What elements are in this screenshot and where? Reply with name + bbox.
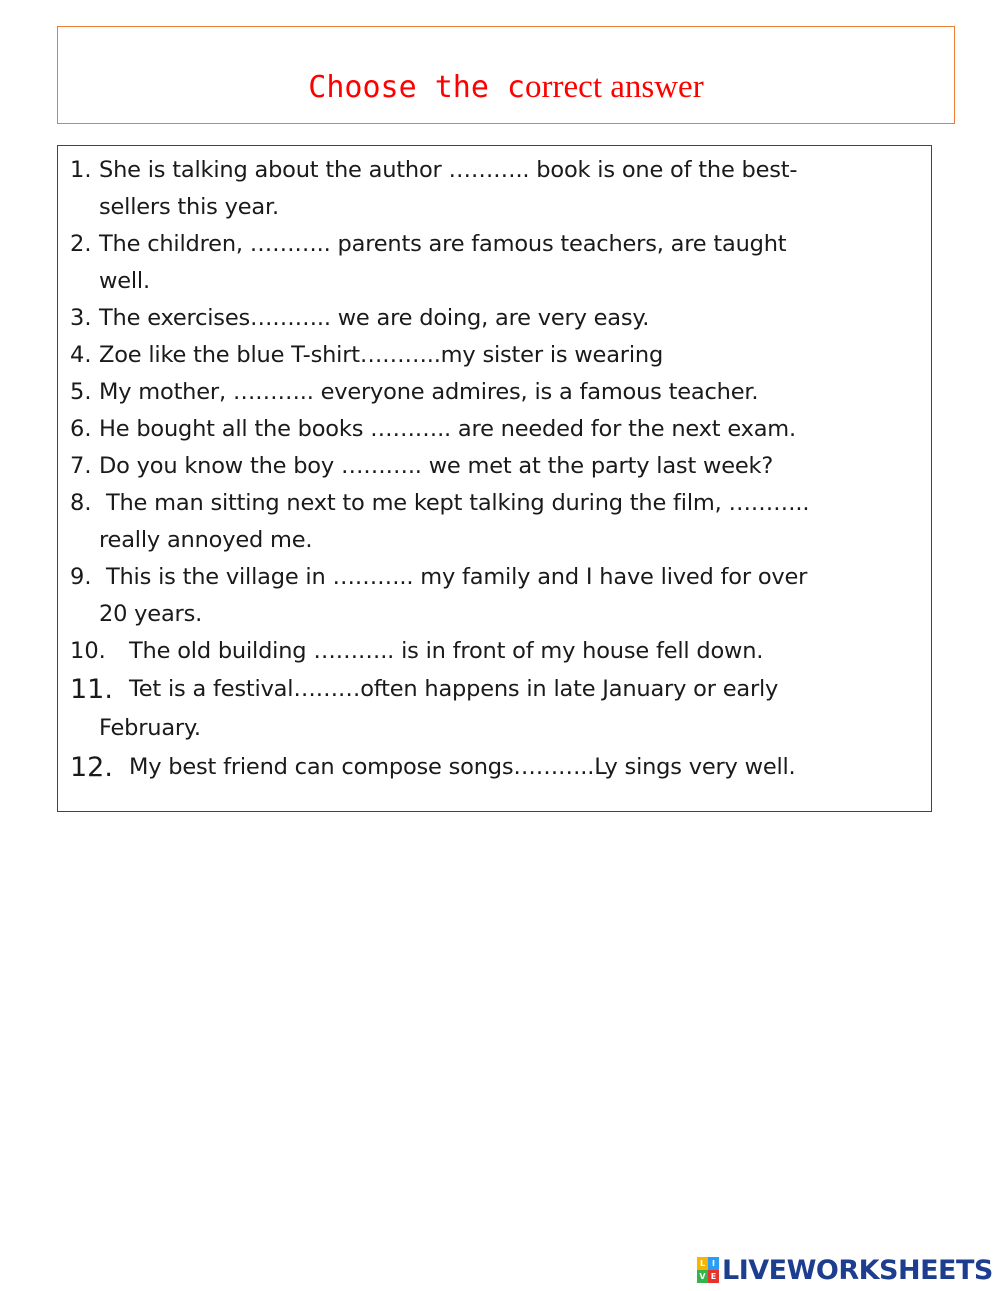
title-part-b: orrect answer [525,69,704,105]
title-part-a: Choose the c [308,70,526,105]
question-text-cont: February. [99,715,201,741]
question-text: This is the village in ……….. my family and I have lived for over [99,564,808,590]
title-box [57,26,955,124]
logo-letter: V [697,1270,708,1283]
question-10 [70,633,920,670]
logo-letter: E [708,1270,719,1283]
question-number: 11. [70,674,113,705]
question-text: He bought all the books ……….. are needed for the next exam. [99,416,796,442]
liveworksheets-logo [697,1253,993,1287]
question-text-cont: really annoyed me. [99,527,313,553]
question-number: 8. [70,490,92,516]
question-3 [70,300,920,337]
question-11 [70,670,920,748]
question-number: 2. [70,231,92,257]
question-text: Zoe like the blue T-shirt………..my sister is wearing [99,342,664,368]
question-text-cont: 20 years. [99,601,203,627]
question-text: The man sitting next to me kept talking during the film, ……….. [99,490,810,516]
question-number: 9. [70,564,92,590]
question-number: 12. [70,752,113,783]
question-8 [70,485,920,559]
question-text: My best friend can compose songs………..Ly sings very well. [129,754,796,780]
logo-letter: I [708,1257,719,1270]
question-number: 10. [70,638,106,664]
question-number: 4. [70,342,92,368]
question-text: My mother, ……….. everyone admires, is a famous teacher. [99,379,759,405]
question-12 [70,748,920,787]
question-text: The exercises……….. we are doing, are very easy. [99,305,650,331]
questions-box [57,145,932,812]
question-number: 7. [70,453,92,479]
question-text: The old building ……….. is in front of my house fell down. [129,638,764,664]
question-number: 6. [70,416,92,442]
question-text-cont: sellers this year. [99,194,279,220]
question-9 [70,559,920,633]
question-text: She is talking about the author ……….. book is one of the best- [99,157,798,183]
question-2 [70,226,920,300]
logo-letter: L [697,1257,708,1270]
question-1 [70,152,920,226]
question-number: 3. [70,305,92,331]
question-6 [70,411,920,448]
question-text: Tet is a festival………often happens in late January or early [129,676,779,702]
page-title [58,67,954,108]
question-text-cont: well. [99,268,150,294]
question-number: 1. [70,157,92,183]
question-7 [70,448,920,485]
question-list [70,152,920,787]
question-text: Do you know the boy ……….. we met at the party last week? [99,453,774,479]
logo-text: LIVEWORKSHEETS [722,1254,993,1286]
question-4 [70,337,920,374]
question-number: 5. [70,379,92,405]
question-5 [70,374,920,411]
logo-mark-icon [697,1257,719,1283]
question-text: The children, ……….. parents are famous teachers, are taught [99,231,787,257]
